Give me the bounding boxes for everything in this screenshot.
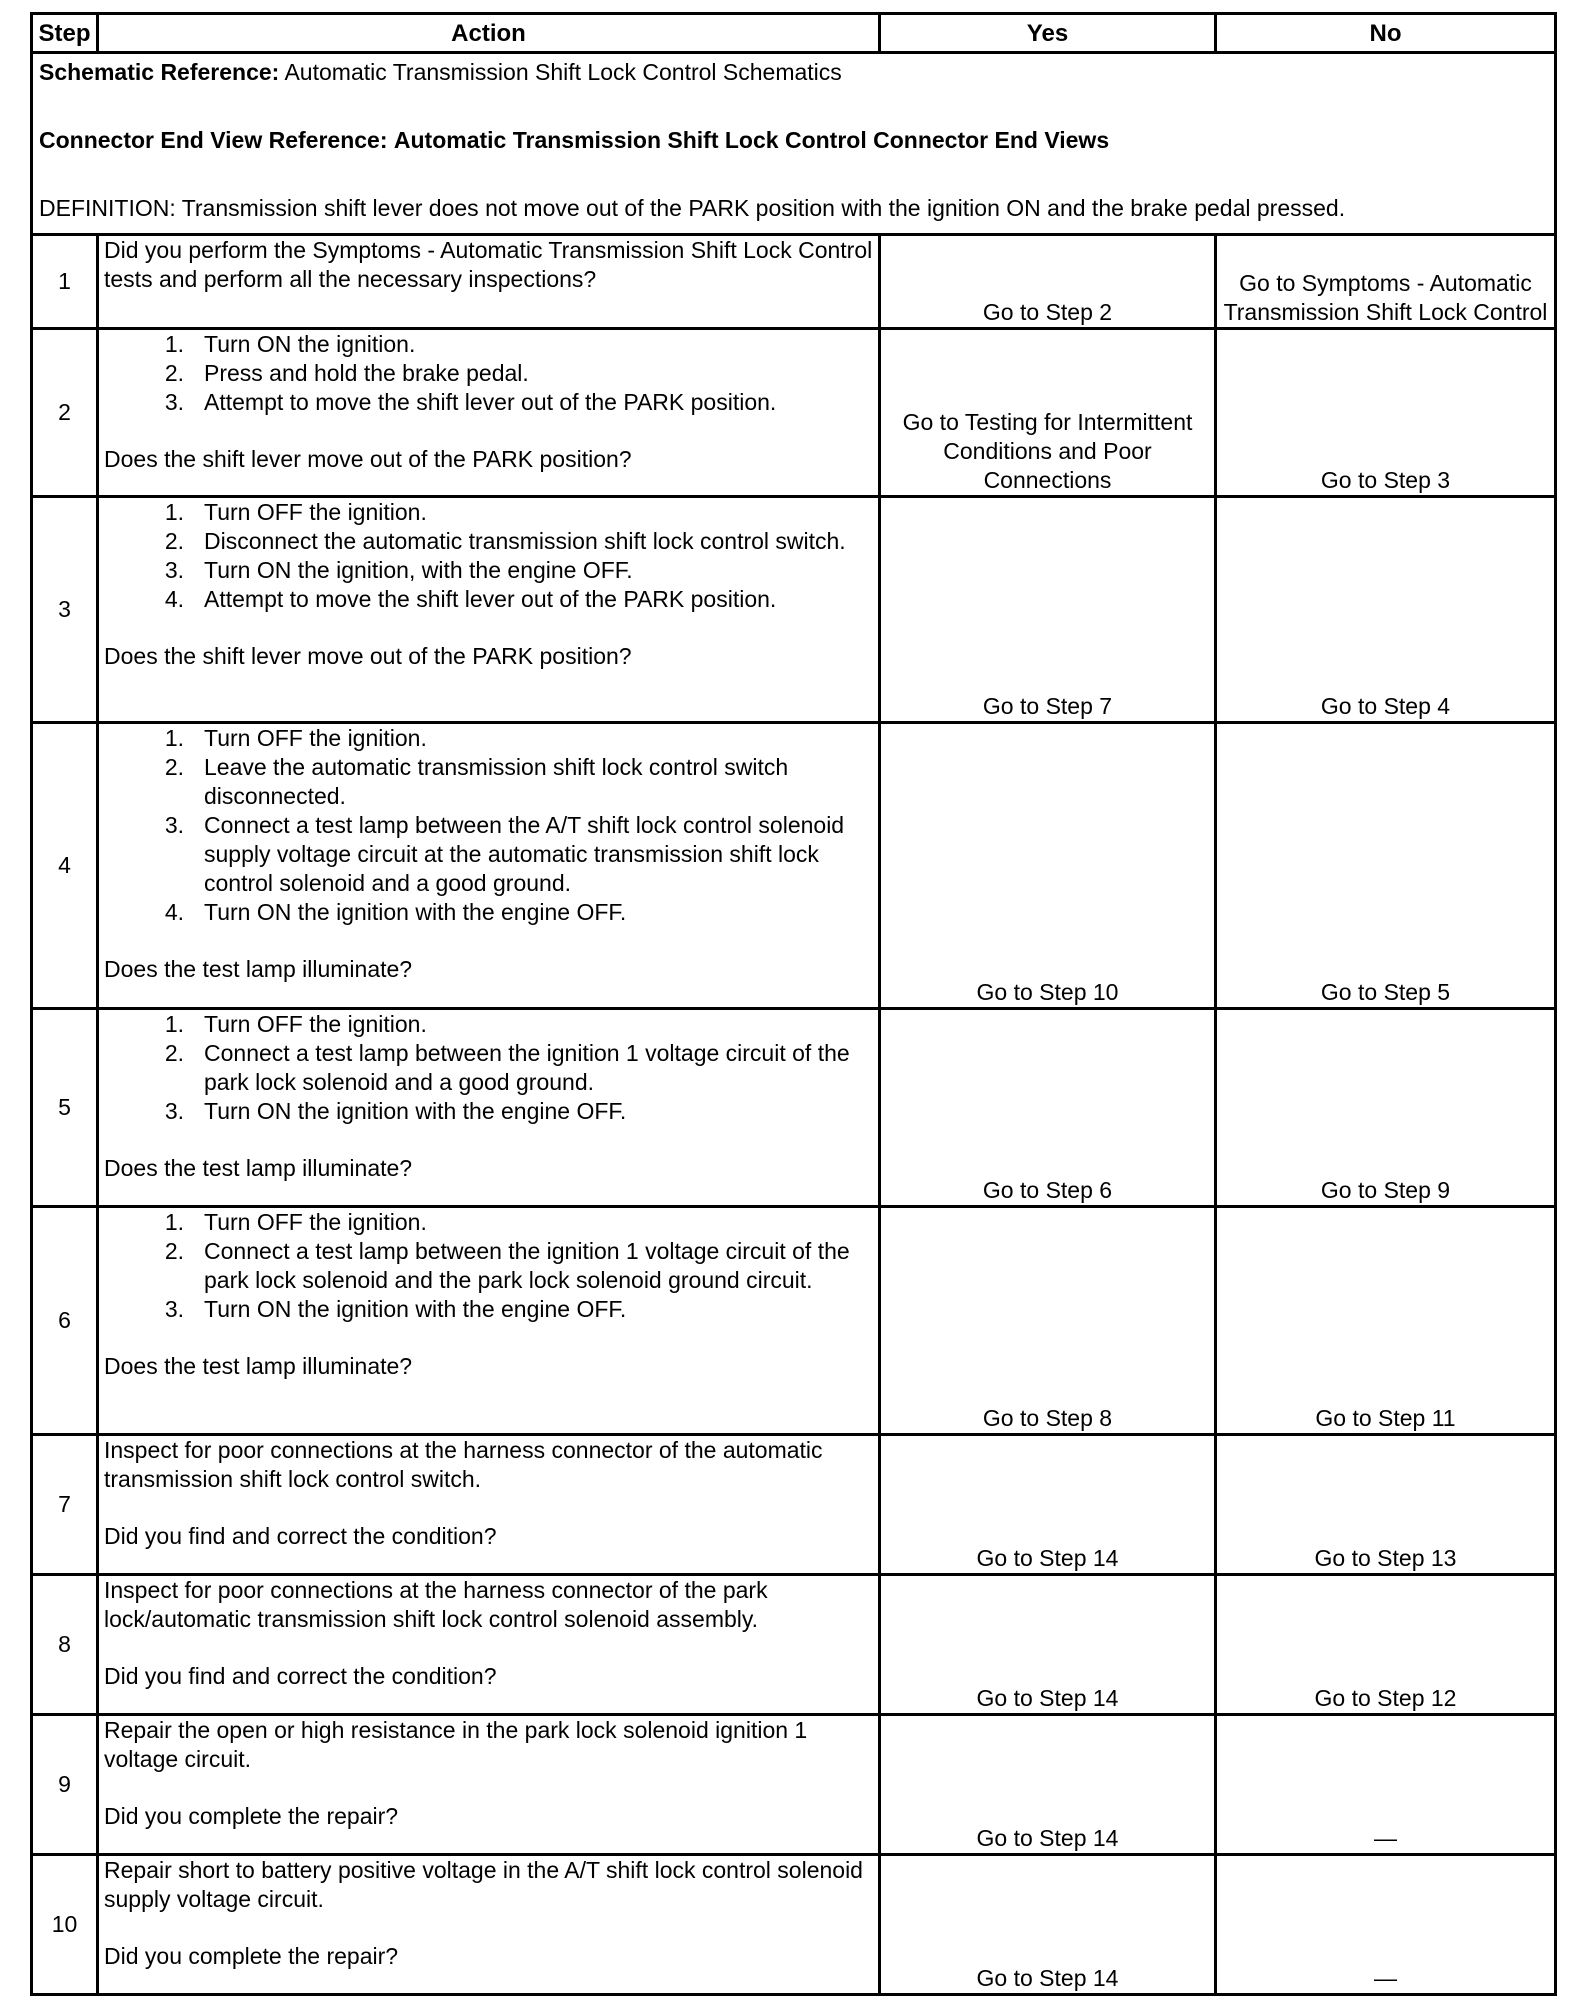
action-list-item	[164, 1097, 873, 1126]
schematic-reference-text: Automatic Transmission Shift Lock Control Schematics	[284, 59, 842, 85]
step-yes-result: Go to Step 14	[880, 1715, 1216, 1855]
action-list-item	[164, 1295, 873, 1324]
action-list-item	[164, 556, 873, 585]
action-list-item	[164, 753, 873, 811]
action-item-text: Attempt to move the shift lever out of the PARK position.	[204, 389, 777, 415]
reference-cell	[32, 53, 1556, 235]
schematic-reference	[39, 58, 1548, 87]
step-yes-result: Go to Step 14	[880, 1575, 1216, 1715]
step-number: 2	[32, 329, 98, 497]
header-no: No	[1216, 14, 1556, 53]
step-no-result: Go to Step 5	[1216, 723, 1556, 1009]
action-item-text: Turn OFF the ignition.	[204, 1209, 427, 1235]
action-list-item	[164, 1039, 873, 1097]
action-question: Did you complete the repair?	[104, 1803, 399, 1829]
action-list-item	[164, 811, 873, 898]
diagnostic-table	[30, 12, 1557, 1996]
step-row	[32, 1715, 1556, 1855]
action-text: Did you perform the Symptoms - Automatic Transmission Shift Lock Control tests and perform all the necessary inspections?	[104, 237, 873, 292]
action-item-number: 2.	[164, 1238, 184, 1264]
step-no-result: Go to Step 3	[1216, 329, 1556, 497]
step-action	[98, 497, 880, 723]
step-row	[32, 1435, 1556, 1575]
action-item-text: Press and hold the brake pedal.	[204, 360, 529, 386]
action-list-item	[164, 388, 873, 417]
action-item-number: 1.	[164, 725, 184, 751]
action-item-text: Turn OFF the ignition.	[204, 499, 427, 525]
action-item-number: 3.	[164, 1296, 184, 1322]
action-list-item	[164, 898, 873, 927]
connector-reference	[39, 126, 1548, 155]
action-item-text: Turn ON the ignition with the engine OFF.	[204, 899, 627, 925]
step-no-result: Go to Step 13	[1216, 1435, 1556, 1575]
step-number: 1	[32, 235, 98, 329]
step-action	[98, 1009, 880, 1207]
step-action	[98, 235, 880, 329]
step-row	[32, 235, 1556, 329]
action-item-text: Turn OFF the ignition.	[204, 725, 427, 751]
action-list-item	[164, 585, 873, 614]
header-action: Action	[98, 14, 880, 53]
action-list	[104, 1208, 873, 1324]
schematic-reference-label: Schematic Reference:	[39, 59, 280, 85]
action-list	[104, 330, 873, 417]
step-action	[98, 1855, 880, 1995]
definition-text: DEFINITION: Transmission shift lever does not move out of the PARK position with the ignition ON and the brake pedal pressed.	[39, 195, 1346, 221]
action-item-number: 2.	[164, 754, 184, 780]
connector-reference-text: Automatic Transmission Shift Lock Control Connector End Views	[393, 127, 1110, 153]
header-row	[32, 14, 1556, 53]
step-no-result: —	[1216, 1855, 1556, 1995]
action-question: Does the shift lever move out of the PARK position?	[104, 446, 632, 472]
step-row	[32, 1855, 1556, 1995]
step-row	[32, 497, 1556, 723]
header-step: Step	[32, 14, 98, 53]
action-list-item	[164, 498, 873, 527]
step-number: 4	[32, 723, 98, 1009]
step-no-result: Go to Symptoms - Automatic Transmission Shift Lock Control	[1216, 235, 1556, 329]
step-no-result: —	[1216, 1715, 1556, 1855]
step-action	[98, 723, 880, 1009]
action-list-item	[164, 527, 873, 556]
action-question: Does the test lamp illuminate?	[104, 1353, 413, 1379]
action-item-text: Turn ON the ignition.	[204, 331, 416, 357]
reference-row	[32, 53, 1556, 235]
action-item-number: 4.	[164, 586, 184, 612]
step-no-result: Go to Step 11	[1216, 1207, 1556, 1435]
action-list-item	[164, 724, 873, 753]
action-item-number: 1.	[164, 499, 184, 525]
action-list-item	[164, 330, 873, 359]
action-question: Does the test lamp illuminate?	[104, 1155, 413, 1181]
action-item-number: 2.	[164, 528, 184, 554]
action-item-text: Turn ON the ignition, with the engine OFF.	[204, 557, 633, 583]
action-text: Inspect for poor connections at the harness connector of the park lock/automatic transmission shift lock control solenoid assembly.	[104, 1577, 768, 1632]
action-list-item	[164, 359, 873, 388]
header-yes: Yes	[880, 14, 1216, 53]
action-item-text: Turn ON the ignition with the engine OFF.	[204, 1098, 627, 1124]
diagnostic-table-wrapper	[30, 12, 1554, 1996]
action-text: Repair short to battery positive voltage in the A/T shift lock control solenoid supply voltage circuit.	[104, 1857, 863, 1912]
step-action	[98, 1575, 880, 1715]
step-yes-result: Go to Step 8	[880, 1207, 1216, 1435]
action-item-text: Attempt to move the shift lever out of the PARK position.	[204, 586, 777, 612]
step-action	[98, 1715, 880, 1855]
step-yes-result: Go to Step 10	[880, 723, 1216, 1009]
step-yes-result: Go to Step 2	[880, 235, 1216, 329]
step-row	[32, 329, 1556, 497]
action-item-number: 3.	[164, 389, 184, 415]
step-no-result: Go to Step 4	[1216, 497, 1556, 723]
action-list	[104, 1010, 873, 1126]
step-action	[98, 1207, 880, 1435]
step-number: 6	[32, 1207, 98, 1435]
action-question: Did you find and correct the condition?	[104, 1663, 497, 1689]
step-yes-result: Go to Step 14	[880, 1855, 1216, 1995]
step-row	[32, 1207, 1556, 1435]
action-list	[104, 724, 873, 927]
action-item-number: 3.	[164, 1098, 184, 1124]
step-row	[32, 1575, 1556, 1715]
action-item-number: 3.	[164, 557, 184, 583]
step-number: 7	[32, 1435, 98, 1575]
action-item-number: 2.	[164, 1040, 184, 1066]
action-item-number: 1.	[164, 1209, 184, 1235]
action-list-item	[164, 1208, 873, 1237]
step-row	[32, 1009, 1556, 1207]
action-text: Inspect for poor connections at the harness connector of the automatic transmission shift lock control switch.	[104, 1437, 823, 1492]
step-number: 8	[32, 1575, 98, 1715]
step-yes-result: Go to Testing for Intermittent Conditions and Poor Connections	[880, 329, 1216, 497]
action-item-text: Leave the automatic transmission shift lock control switch disconnected.	[204, 754, 789, 809]
action-item-text: Turn ON the ignition with the engine OFF.	[204, 1296, 627, 1322]
step-action	[98, 1435, 880, 1575]
step-no-result: Go to Step 9	[1216, 1009, 1556, 1207]
action-text: Repair the open or high resistance in the park lock solenoid ignition 1 voltage circuit.	[104, 1717, 808, 1772]
action-item-text: Connect a test lamp between the ignition 1 voltage circuit of the park lock solenoid and a good ground.	[204, 1040, 850, 1095]
action-question: Does the test lamp illuminate?	[104, 956, 413, 982]
action-question: Did you complete the repair?	[104, 1943, 399, 1969]
step-row	[32, 723, 1556, 1009]
action-list	[104, 498, 873, 614]
action-list-item	[164, 1237, 873, 1295]
action-item-text: Connect a test lamp between the A/T shift lock control solenoid supply voltage circuit at the automatic transmission shift lock control solenoid and a good ground.	[204, 812, 845, 896]
action-question: Did you find and correct the condition?	[104, 1523, 497, 1549]
action-item-text: Connect a test lamp between the ignition 1 voltage circuit of the park lock solenoid and the park lock solenoid ground circuit.	[204, 1238, 850, 1293]
action-item-number: 1.	[164, 1011, 184, 1037]
step-action	[98, 329, 880, 497]
action-question: Does the shift lever move out of the PARK position?	[104, 643, 632, 669]
step-number: 3	[32, 497, 98, 723]
step-number: 10	[32, 1855, 98, 1995]
connector-reference-label: Connector End View Reference:	[39, 127, 388, 153]
action-item-number: 1.	[164, 331, 184, 357]
step-number: 9	[32, 1715, 98, 1855]
step-no-result: Go to Step 12	[1216, 1575, 1556, 1715]
step-yes-result: Go to Step 7	[880, 497, 1216, 723]
action-list-item	[164, 1010, 873, 1039]
action-item-text: Disconnect the automatic transmission shift lock control switch.	[204, 528, 846, 554]
step-yes-result: Go to Step 6	[880, 1009, 1216, 1207]
step-yes-result: Go to Step 14	[880, 1435, 1216, 1575]
action-item-number: 3.	[164, 812, 184, 838]
step-number: 5	[32, 1009, 98, 1207]
action-item-text: Turn OFF the ignition.	[204, 1011, 427, 1037]
action-item-number: 4.	[164, 899, 184, 925]
action-item-number: 2.	[164, 360, 184, 386]
